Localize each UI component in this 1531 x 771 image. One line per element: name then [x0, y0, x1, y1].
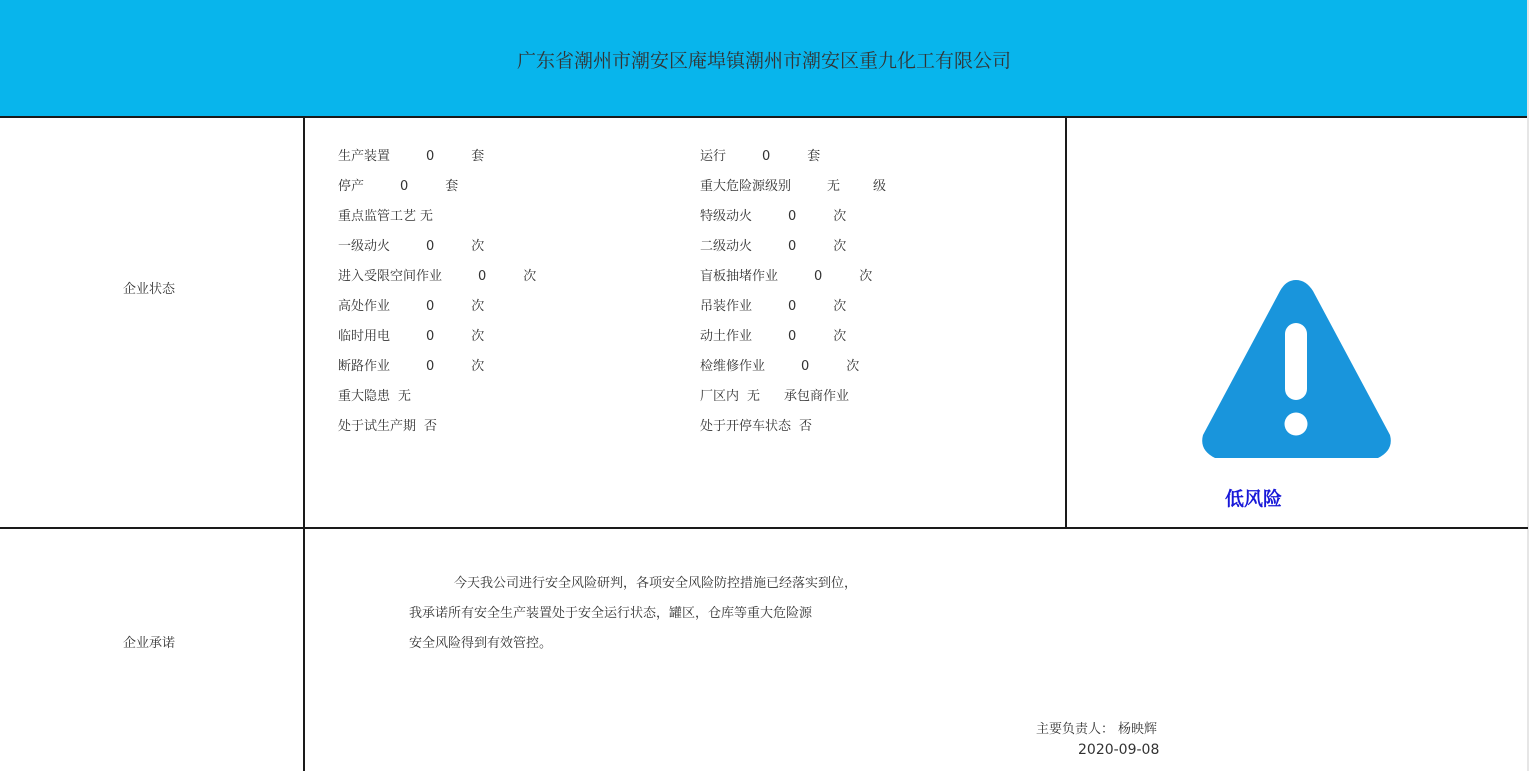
item-name: 高处作业: [338, 299, 391, 314]
item-value: 无: [827, 179, 841, 194]
item-name: 重大隐患: [338, 389, 391, 404]
item-value: 0: [400, 179, 409, 194]
item-name: 吊装作业: [700, 299, 753, 314]
item-name: 一级动火: [338, 239, 391, 254]
status-label-cell: [0, 118, 305, 527]
item-name: 停产: [338, 179, 365, 194]
promise-label-cell: [0, 529, 305, 771]
item-value: 0: [788, 239, 797, 254]
item-unit: 次: [833, 209, 847, 224]
item-name: 特级动火: [700, 209, 753, 224]
promise-row: [0, 529, 1528, 771]
item-temp-power: [338, 325, 484, 344]
item-hazard-level: [700, 175, 886, 194]
item-name: 生产装置: [338, 149, 391, 164]
item-unit: 套: [807, 149, 821, 164]
item-unit: 次: [471, 299, 485, 314]
item-value: 0: [426, 239, 435, 254]
item-value: 否: [424, 419, 438, 434]
item-level1-hotwork: [338, 235, 484, 254]
promise-line-3: 安全风险得到有效管控。: [409, 636, 553, 651]
item-name: 厂区内: [700, 389, 740, 404]
item-confined-space: [338, 265, 536, 284]
company-header: [0, 0, 1528, 118]
item-name: 进入受限空间作业: [338, 269, 443, 284]
item-unit: 次: [833, 329, 847, 344]
item-name: 断路作业: [338, 359, 391, 374]
item-unit: 次: [471, 239, 485, 254]
status-row: [0, 118, 1528, 529]
item-value: 无: [420, 209, 434, 224]
item-name: 临时用电: [338, 329, 391, 344]
item-value: 0: [426, 299, 435, 314]
item-name: 二级动火: [700, 239, 753, 254]
promise-date: 2020-09-08: [1078, 742, 1160, 758]
item-unit: 级: [873, 179, 887, 194]
item-value: 0: [426, 359, 435, 374]
item-value: 0: [788, 299, 797, 314]
promise-line-1: 今天我公司进行安全风险研判，各项安全风险防控措施已经落实到位，: [454, 576, 858, 591]
item-unit: 次: [846, 359, 860, 374]
item-unit: 次: [833, 299, 847, 314]
item-maintenance: [700, 355, 859, 374]
item-value: 0: [762, 149, 771, 164]
item-running-units: [700, 145, 820, 164]
item-trial-production: [338, 415, 437, 434]
status-label: 企业状态: [123, 282, 176, 297]
item-name: 处于试生产期: [338, 419, 417, 434]
item-level2-hotwork: [700, 235, 846, 254]
item-lifting: [700, 295, 846, 314]
item-name: 处于开停车状态: [700, 419, 792, 434]
company-title: 广东省潮州市潮安区庵埠镇潮州市潮安区重九化工有限公司: [516, 50, 1011, 72]
item-road-break: [338, 355, 484, 374]
item-value: 无: [398, 389, 412, 404]
status-details: [305, 118, 1067, 527]
item-value: 0: [788, 209, 797, 224]
item-unit: 套: [471, 149, 485, 164]
item-contractor: [700, 385, 849, 404]
item-unit: 次: [523, 269, 537, 284]
item-startup-shutdown: [700, 415, 812, 434]
item-stopped-units: [338, 175, 458, 194]
item-value: 0: [788, 329, 797, 344]
item-height-work: [338, 295, 484, 314]
item-special-hotwork: [700, 205, 846, 224]
item-name: 盲板抽堵作业: [700, 269, 779, 284]
signer-name: 杨映辉: [1118, 722, 1158, 737]
item-value: 0: [478, 269, 487, 284]
item-value: 否: [799, 419, 813, 434]
item-unit: 次: [859, 269, 873, 284]
item-key-process: [338, 205, 433, 224]
item-value: 0: [426, 329, 435, 344]
item-value: 0: [426, 149, 435, 164]
item-unit: 承包商作业: [784, 389, 850, 404]
item-value: 0: [814, 269, 823, 284]
promise-line-2: 我承诺所有安全生产装置处于安全运行状态，罐区，仓库等重大危险源: [409, 606, 813, 621]
item-blind-plate: [700, 265, 872, 284]
item-major-hazard: [338, 385, 411, 404]
item-unit: 次: [471, 359, 485, 374]
item-unit: 次: [833, 239, 847, 254]
item-unit: 次: [471, 329, 485, 344]
risk-panel: [1067, 118, 1528, 527]
risk-level-text: 低风险: [1225, 488, 1283, 510]
item-name: 动土作业: [700, 329, 753, 344]
item-unit: 套: [445, 179, 459, 194]
signer-label: 主要负责人：: [1036, 722, 1115, 737]
item-name: 检维修作业: [700, 359, 766, 374]
warning-triangle-icon: [1199, 278, 1394, 460]
item-name: 重点监管工艺: [338, 209, 417, 224]
promise-label: 企业承诺: [123, 636, 176, 651]
item-value: 无: [747, 389, 761, 404]
signer: [1036, 718, 1157, 737]
item-production-units: [338, 145, 484, 164]
item-value: 0: [801, 359, 810, 374]
item-name: 重大危险源级别: [700, 179, 792, 194]
item-earthwork: [700, 325, 846, 344]
item-name: 运行: [700, 149, 727, 164]
